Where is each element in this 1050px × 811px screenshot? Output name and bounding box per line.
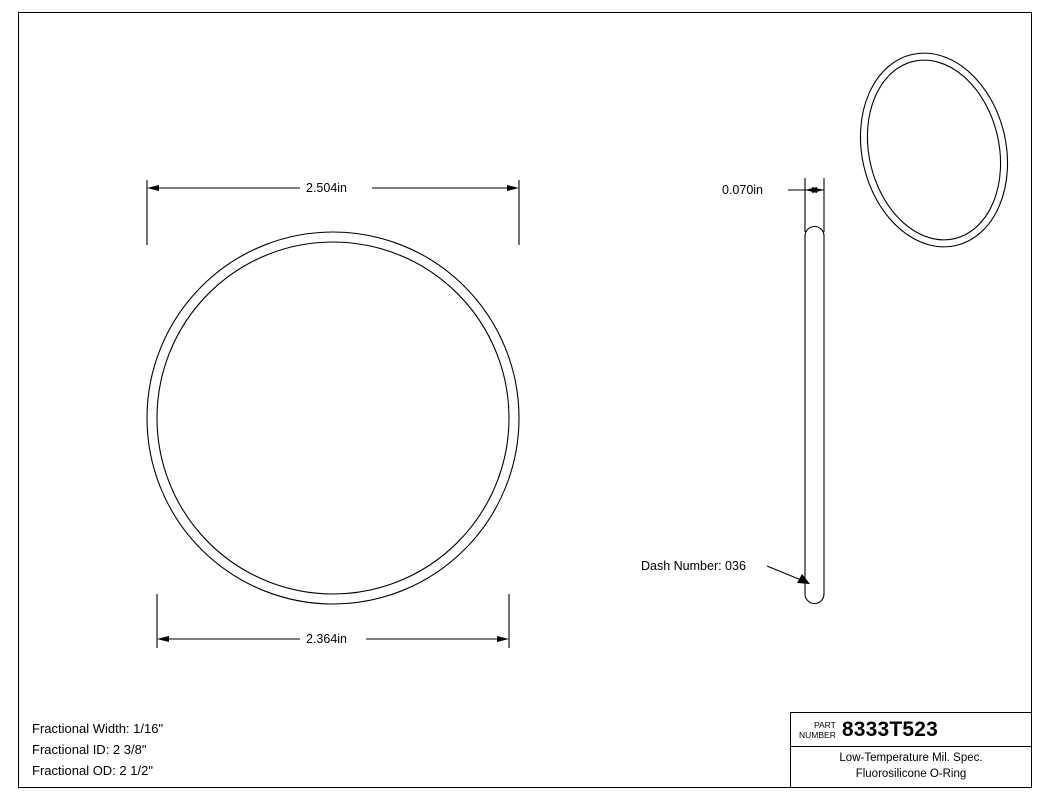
part-number-label	[791, 720, 842, 740]
oring-outer-circle	[147, 232, 519, 604]
arrow-id-right	[497, 636, 509, 642]
spec-fractional-width: Fractional Width: 1/16"	[32, 721, 164, 736]
oring-isometric-view	[842, 38, 1026, 261]
spec-fractional-od: Fractional OD: 2 1/2"	[32, 763, 153, 778]
arrow-od-left	[147, 185, 159, 191]
arrow-od-right	[507, 185, 519, 191]
part-description	[791, 747, 1031, 782]
oring-side-profile	[805, 227, 824, 604]
title-block	[790, 712, 1032, 788]
spec-fractional-id: Fractional ID: 2 3/8"	[32, 742, 147, 757]
arrow-id-left	[157, 636, 169, 642]
part-number-label-line2: NUMBER	[799, 729, 836, 740]
specification-list	[32, 718, 163, 781]
part-number-value: 8333T523	[841, 717, 939, 741]
oring-inner-circle	[157, 242, 509, 594]
title-block-part-row	[791, 713, 1031, 747]
arrow-cs-right	[812, 187, 824, 193]
part-description-line1: Low-Temperature Mil. Spec.	[839, 752, 983, 764]
dimension-outer-diameter: 2.504in	[303, 181, 350, 195]
part-description-line2: Fluorosilicone O-Ring	[855, 768, 967, 780]
callout-dash-number: Dash Number: 036	[638, 559, 749, 573]
dimension-cross-section: 0.070in	[719, 183, 766, 197]
part-number-label-line1: PART	[813, 719, 836, 730]
dimension-inner-diameter: 2.364in	[303, 632, 350, 646]
